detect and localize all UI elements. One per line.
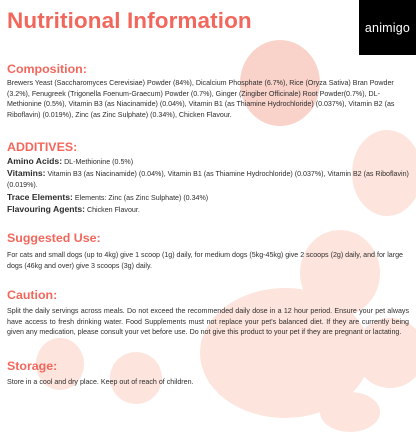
storage-text: Store in a cool and dry place. Keep out of reach of children. [7, 378, 194, 386]
page-title: Nutritional Information [7, 8, 252, 33]
additive-row [7, 204, 411, 216]
additive-label: Trace Elements: [7, 192, 73, 202]
additive-value: DL-Methionine (0.5%) [64, 158, 134, 166]
additive-row [7, 156, 411, 168]
additive-label: Vitamins: [7, 168, 46, 178]
brand-logo: animigo [359, 0, 416, 55]
additive-row [7, 192, 411, 204]
composition-text: Brewers Yeast (Saccharomyces Cerevisiae) Powder (84%), Dicalcium Phosphate (6.7%), Rice (Oryza Sativa) Bran Powder (3.2%), Fenugreek (Trigonella Foenum-Graecum) Powder (0.7%), Ginger (Zingiber Officinale) Root Powder(0.7%), DL-Methionine (0.5%), Vitamin B3 (as Niacinamide) (0.04%), Vitamin B1 (as Thiamine Hydrochloride) (0.037%), Vitamin B2 (as Riboflavin) (0.019%), Zinc (as Zinc Sulphate) (0.34%), Chicken Flavour. [7, 79, 395, 119]
additive-value: Vitamin B3 (as Niacinamide) (0.04%), Vitamin B1 (as Thiamine Hydrochloride) (0.037%), Vitamin B2 (as Riboflavin) (0.019%). [7, 170, 409, 189]
caution-text: Split the daily servings across meals. Do not exceed the recommended daily dose in a 12 hour period. Ensure your pet always have access to fresh drinking water. Food Supplements must not replace your pet's balanced diet. If they are currently being given any medication, please consult your vet before use. Do not give this product to your pet if they are pregnant or lactating. [7, 307, 409, 337]
additives-heading: ADDITIVES: [7, 140, 78, 154]
additive-value: Elements: Zinc (as Zinc Sulphate) (0.34%) [74, 194, 209, 202]
composition-heading: Composition: [7, 62, 87, 76]
suggested-use-heading: Suggested Use: [7, 231, 101, 245]
storage-heading: Storage: [7, 359, 58, 373]
paw-print-decoration [320, 392, 380, 432]
additive-row [7, 168, 411, 190]
caution-heading: Caution: [7, 288, 58, 302]
additive-value: Chicken Flavour. [86, 206, 140, 214]
additive-label: Amino Acids: [7, 156, 63, 166]
suggested-use-text: For cats and small dogs (up to 4kg) give 1 scoop (1g) daily, for medium dogs (5kg-45kg) give 2 scoops (2g) daily, and for large dogs (46kg and over) give 3 scoops (3g) daily. [7, 251, 403, 270]
additive-label: Flavouring Agents: [7, 204, 85, 214]
